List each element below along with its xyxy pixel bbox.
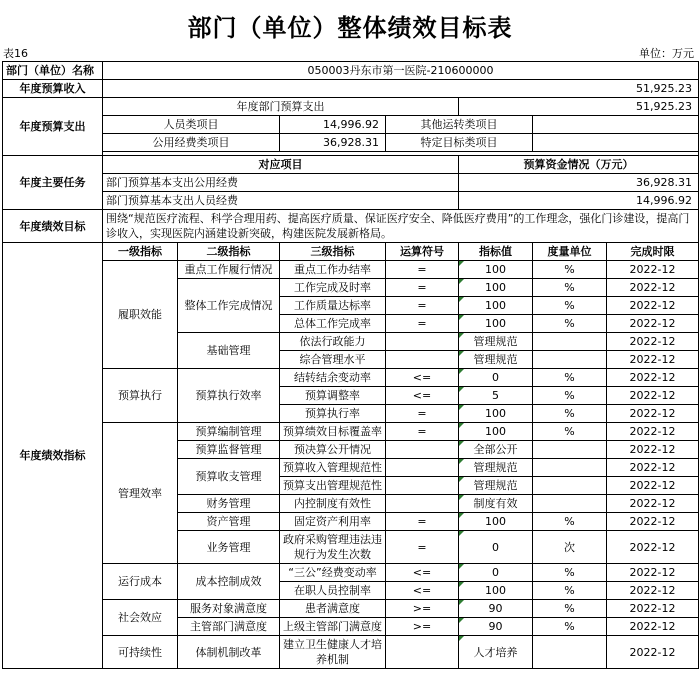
- indicator-l1: 履职效能: [103, 261, 178, 369]
- indicator-value: 制度有效: [459, 495, 533, 513]
- indicator-l2: 预算编制管理: [178, 423, 280, 441]
- header-l3: 三级指标: [280, 243, 386, 261]
- indicator-value: 100: [459, 582, 533, 600]
- indicator-value: 100: [459, 279, 533, 297]
- indicator-deadline: 2022-12: [607, 315, 699, 333]
- indicator-l2: 主管部门满意度: [178, 618, 280, 636]
- corresponding-header: 对应项目: [103, 156, 459, 174]
- indicator-l3: 预算执行率: [280, 405, 386, 423]
- header-deadline: 完成时限: [607, 243, 699, 261]
- task-amount: 14,996.92: [459, 192, 699, 210]
- indicator-unit: %: [533, 618, 607, 636]
- indicator-unit: %: [533, 582, 607, 600]
- indicator-op: <=: [386, 387, 459, 405]
- indicator-op: <=: [386, 582, 459, 600]
- indicator-op: [386, 441, 459, 459]
- indicator-l3: 固定资产利用率: [280, 513, 386, 531]
- indicator-op: =: [386, 423, 459, 441]
- table-number: 表16: [3, 47, 28, 60]
- annual-expense-label: 年度预算支出: [3, 98, 103, 156]
- indicator-l3: 总体工作完成率: [280, 315, 386, 333]
- indicator-unit: [533, 333, 607, 351]
- task-name: 部门预算基本支出公用经费: [103, 174, 459, 192]
- indicator-unit: %: [533, 600, 607, 618]
- indicator-value: 100: [459, 405, 533, 423]
- indicator-l2: 整体工作完成情况: [178, 279, 280, 333]
- indicator-deadline: 2022-12: [607, 441, 699, 459]
- indicator-unit: [533, 477, 607, 495]
- indicator-l1: 预算执行: [103, 369, 178, 423]
- annual-dept-expense-value: 51,925.23: [459, 98, 699, 116]
- indicator-l2: 基础管理: [178, 333, 280, 369]
- dept-name-value: 050003丹东市第一医院-210600000: [103, 62, 699, 80]
- unit-label: 单位：万元: [639, 47, 694, 60]
- indicator-l1: 可持续性: [103, 636, 178, 669]
- indicator-op: >=: [386, 618, 459, 636]
- header-l1: 一级指标: [103, 243, 178, 261]
- indicator-l3: 预算收入管理规范性: [280, 459, 386, 477]
- indicator-l3: 综合管理水平: [280, 351, 386, 369]
- indicator-value: 100: [459, 297, 533, 315]
- indicator-deadline: 2022-12: [607, 513, 699, 531]
- header-l2: 二级指标: [178, 243, 280, 261]
- indicator-l1: 社会效应: [103, 600, 178, 636]
- indicator-l2: 预算执行效率: [178, 369, 280, 423]
- indicator-l3: 预算调整率: [280, 387, 386, 405]
- indicator-l1: 运行成本: [103, 564, 178, 600]
- annual-income-label: 年度预算收入: [3, 80, 103, 98]
- indicator-deadline: 2022-12: [607, 600, 699, 618]
- indicator-l3: 上级主管部门满意度: [280, 618, 386, 636]
- indicator-op: =: [386, 279, 459, 297]
- indicator-op: [386, 459, 459, 477]
- indicator-l2: 预算收支管理: [178, 459, 280, 495]
- indicator-op: =: [386, 513, 459, 531]
- indicator-op: >=: [386, 600, 459, 618]
- task-name: 部门预算基本支出人员经费: [103, 192, 459, 210]
- indicator-value: 5: [459, 387, 533, 405]
- indicator-op: =: [386, 315, 459, 333]
- indicator-op: =: [386, 297, 459, 315]
- indicator-l3: 工作完成及时率: [280, 279, 386, 297]
- indicator-unit: [533, 441, 607, 459]
- indicator-deadline: 2022-12: [607, 636, 699, 669]
- perf-goal-text: 围绕“规范医疗流程、科学合理用药、提高医疗质量、保证医疗安全、降低医疗费用”的工作理念，强化门诊建设，提高门诊收入，实现医院内涵建设新突破，构建医院发展新格局。: [103, 210, 699, 243]
- personnel-value: 14,996.92: [280, 116, 386, 134]
- perf-indicators-label: 年度绩效指标: [3, 243, 103, 669]
- header-unit: 度量单位: [533, 243, 607, 261]
- indicator-op: [386, 477, 459, 495]
- special-label: 特定目标类项目: [386, 134, 533, 152]
- indicator-value: 管理规范: [459, 459, 533, 477]
- indicator-value: 全部公开: [459, 441, 533, 459]
- indicator-value: 100: [459, 423, 533, 441]
- header-value: 指标值: [459, 243, 533, 261]
- indicator-l2: 重点工作履行情况: [178, 261, 280, 279]
- indicator-value: 0: [459, 369, 533, 387]
- indicator-op: [386, 351, 459, 369]
- indicator-deadline: 2022-12: [607, 369, 699, 387]
- indicator-op: =: [386, 531, 459, 564]
- indicator-l3: 在职人员控制率: [280, 582, 386, 600]
- other-transfer-label: 其他运转类项目: [386, 116, 533, 134]
- indicator-deadline: 2022-12: [607, 279, 699, 297]
- indicator-value: 人才培养: [459, 636, 533, 669]
- indicator-unit: %: [533, 369, 607, 387]
- indicator-l3: 重点工作办结率: [280, 261, 386, 279]
- indicator-l3: 预算绩效目标覆盖率: [280, 423, 386, 441]
- personnel-label: 人员类项目: [103, 116, 280, 134]
- indicator-op: <=: [386, 369, 459, 387]
- annual-dept-expense-label: 年度部门预算支出: [103, 98, 459, 116]
- indicator-value: 100: [459, 513, 533, 531]
- indicator-unit: %: [533, 261, 607, 279]
- budget-funds-header: 预算资金情况（万元）: [459, 156, 699, 174]
- indicator-deadline: 2022-12: [607, 297, 699, 315]
- indicator-l2: 财务管理: [178, 495, 280, 513]
- indicator-unit: %: [533, 423, 607, 441]
- indicator-l3: 建立卫生健康人才培养机制: [280, 636, 386, 669]
- indicator-unit: %: [533, 279, 607, 297]
- indicator-unit: %: [533, 405, 607, 423]
- indicator-unit: 次: [533, 531, 607, 564]
- indicator-unit: %: [533, 297, 607, 315]
- indicator-l2: 业务管理: [178, 531, 280, 564]
- indicator-value: 管理规范: [459, 477, 533, 495]
- indicator-op: =: [386, 261, 459, 279]
- indicator-deadline: 2022-12: [607, 618, 699, 636]
- public-funds-value: 36,928.31: [280, 134, 386, 152]
- indicator-l3: 内控制度有效性: [280, 495, 386, 513]
- indicator-deadline: 2022-12: [607, 582, 699, 600]
- indicator-op: [386, 495, 459, 513]
- indicator-value: 0: [459, 531, 533, 564]
- indicator-unit: %: [533, 513, 607, 531]
- indicator-deadline: 2022-12: [607, 564, 699, 582]
- header-op: 运算符号: [386, 243, 459, 261]
- special-value: [533, 134, 699, 152]
- indicator-value: 100: [459, 261, 533, 279]
- indicator-deadline: 2022-12: [607, 477, 699, 495]
- indicator-l2: 资产管理: [178, 513, 280, 531]
- task-amount: 36,928.31: [459, 174, 699, 192]
- indicator-deadline: 2022-12: [607, 531, 699, 564]
- indicator-l2: 体制机制改革: [178, 636, 280, 669]
- indicator-l3: 依法行政能力: [280, 333, 386, 351]
- indicator-value: 0: [459, 564, 533, 582]
- annual-income-value: 51,925.23: [103, 80, 699, 98]
- indicator-value: 管理规范: [459, 333, 533, 351]
- indicator-op: [386, 333, 459, 351]
- indicator-op: =: [386, 405, 459, 423]
- perf-goal-label: 年度绩效目标: [3, 210, 103, 243]
- performance-table: [2, 61, 699, 669]
- indicator-op: <=: [386, 564, 459, 582]
- indicator-l1: 管理效率: [103, 423, 178, 564]
- indicator-unit: [533, 459, 607, 477]
- indicator-unit: [533, 495, 607, 513]
- indicator-l3: 患者满意度: [280, 600, 386, 618]
- indicator-unit: %: [533, 564, 607, 582]
- indicator-l2: 预算监督管理: [178, 441, 280, 459]
- indicator-unit: [533, 351, 607, 369]
- indicator-l3: 预决算公开情况: [280, 441, 386, 459]
- dept-name-label: 部门（单位）名称: [3, 62, 103, 80]
- indicator-deadline: 2022-12: [607, 351, 699, 369]
- page-title: 部门（单位）整体绩效目标表: [187, 14, 513, 42]
- indicator-deadline: 2022-12: [607, 495, 699, 513]
- indicator-deadline: 2022-12: [607, 405, 699, 423]
- indicator-deadline: 2022-12: [607, 423, 699, 441]
- indicator-l3: 工作质量达标率: [280, 297, 386, 315]
- indicator-value: 管理规范: [459, 351, 533, 369]
- indicator-unit: [533, 636, 607, 669]
- indicator-value: 100: [459, 315, 533, 333]
- indicator-value: 90: [459, 600, 533, 618]
- indicator-unit: %: [533, 387, 607, 405]
- indicator-l3: 结转结余变动率: [280, 369, 386, 387]
- indicator-l2: 成本控制成效: [178, 564, 280, 600]
- indicator-deadline: 2022-12: [607, 387, 699, 405]
- indicator-deadline: 2022-12: [607, 459, 699, 477]
- indicator-deadline: 2022-12: [607, 261, 699, 279]
- indicator-l2: 服务对象满意度: [178, 600, 280, 618]
- public-funds-label: 公用经费类项目: [103, 134, 280, 152]
- indicator-l3: 政府采购管理违法违规行为发生次数: [280, 531, 386, 564]
- other-transfer-value: [533, 116, 699, 134]
- indicator-unit: %: [533, 315, 607, 333]
- indicator-value: 90: [459, 618, 533, 636]
- indicator-l3: “三公”经费变动率: [280, 564, 386, 582]
- main-tasks-label: 年度主要任务: [3, 156, 103, 210]
- indicator-l3: 预算支出管理规范性: [280, 477, 386, 495]
- indicator-deadline: 2022-12: [607, 333, 699, 351]
- indicator-op: [386, 636, 459, 669]
